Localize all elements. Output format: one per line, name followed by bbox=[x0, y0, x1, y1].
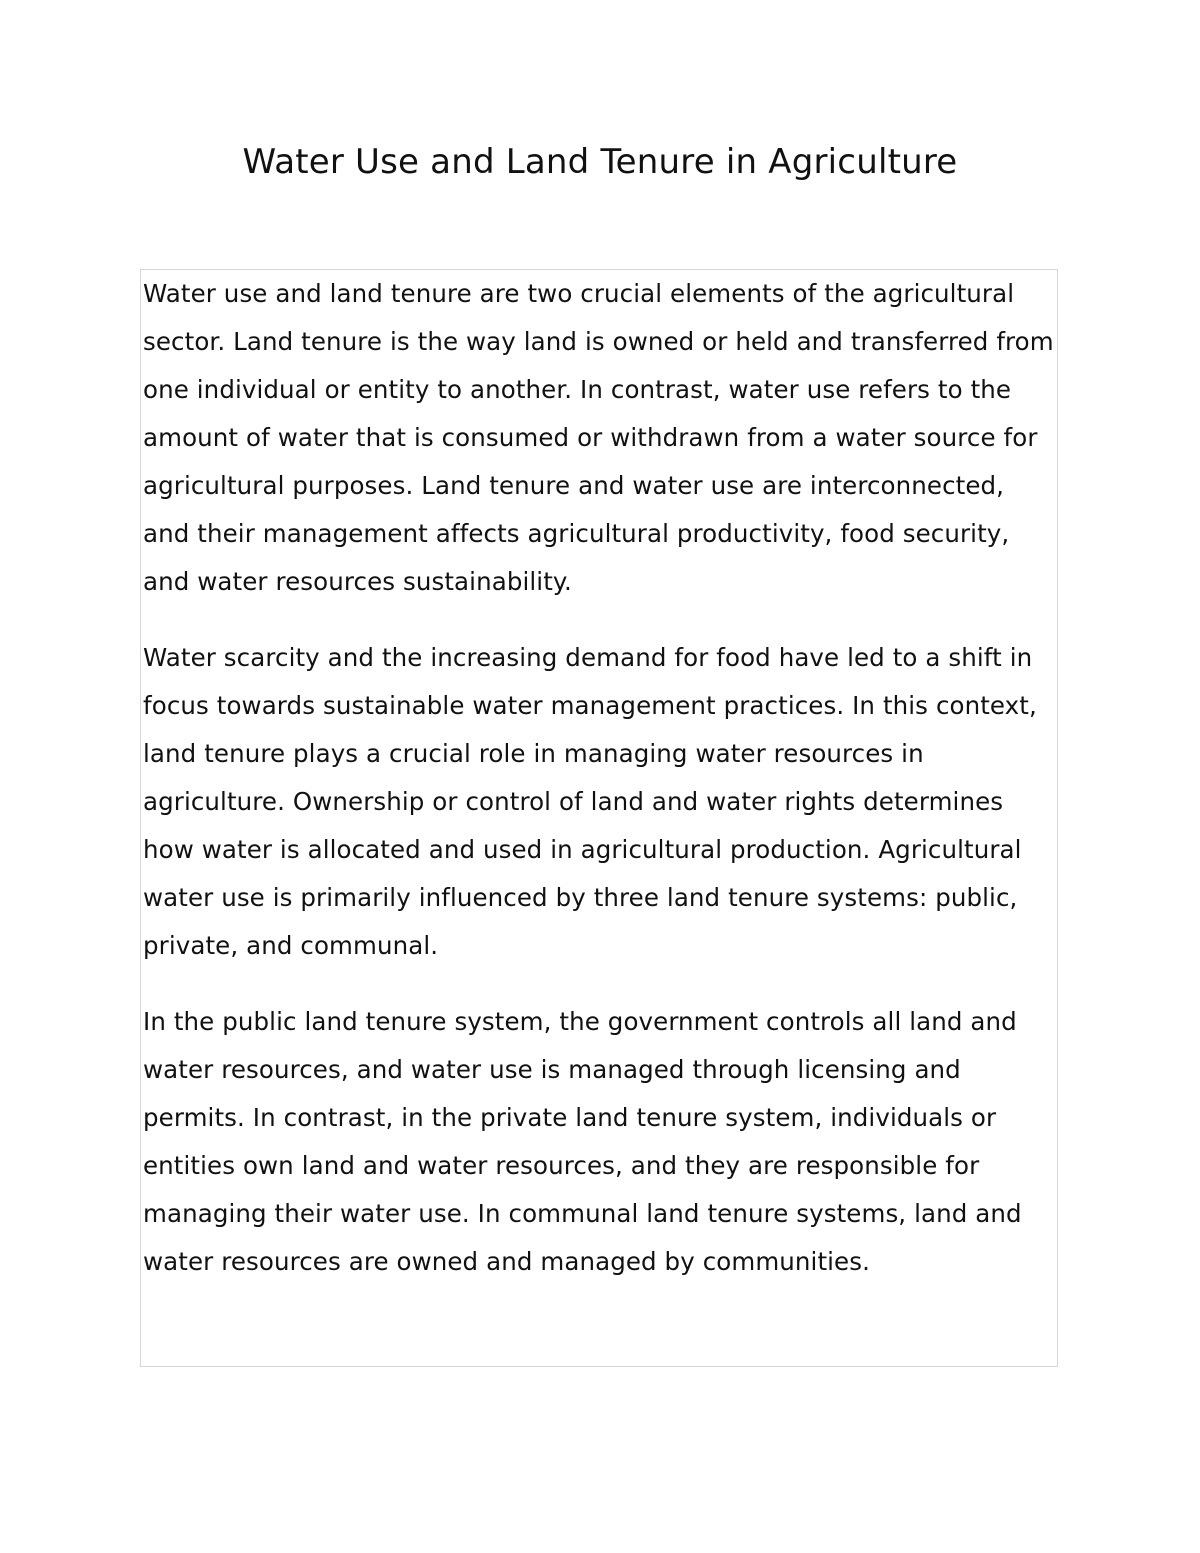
paragraph-land-tenure-intro: Water use and land tenure are two crucial elements of the agricultural sector. Land tenure is the way land is owned or held and transferred from one individual or entity to another. In contrast, water use refers to the amount of water that is consumed or withdrawn from a water source for agricultural purposes. Land tenure and water use are interconnected, and their management affects agricultural productivity, food security, and water resources sustainability. bbox=[143, 279, 1054, 596]
page-title: Water Use and Land Tenure in Agriculture bbox=[242, 142, 958, 182]
document-body bbox=[140, 269, 1058, 1367]
paragraph-tenure-systems: In the public land tenure system, the government controls all land and water resources, and water use is managed through licensing and permits. In contrast, in the private land tenure system, individuals or entities own land and water resources, and they are responsible for managing their water use. In communal land tenure systems, land and water resources are owned and managed by communities. bbox=[143, 1007, 1022, 1276]
paragraph-water-scarcity: Water scarcity and the increasing demand for food have led to a shift in focus towards sustainable water management practices. In this context, land tenure plays a crucial role in managing water resources in agriculture. Ownership or control of land and water rights determines how water is allocated and used in agricultural production. Agricultural water use is primarily influenced by three land tenure systems: public, private, and communal. bbox=[143, 643, 1037, 960]
